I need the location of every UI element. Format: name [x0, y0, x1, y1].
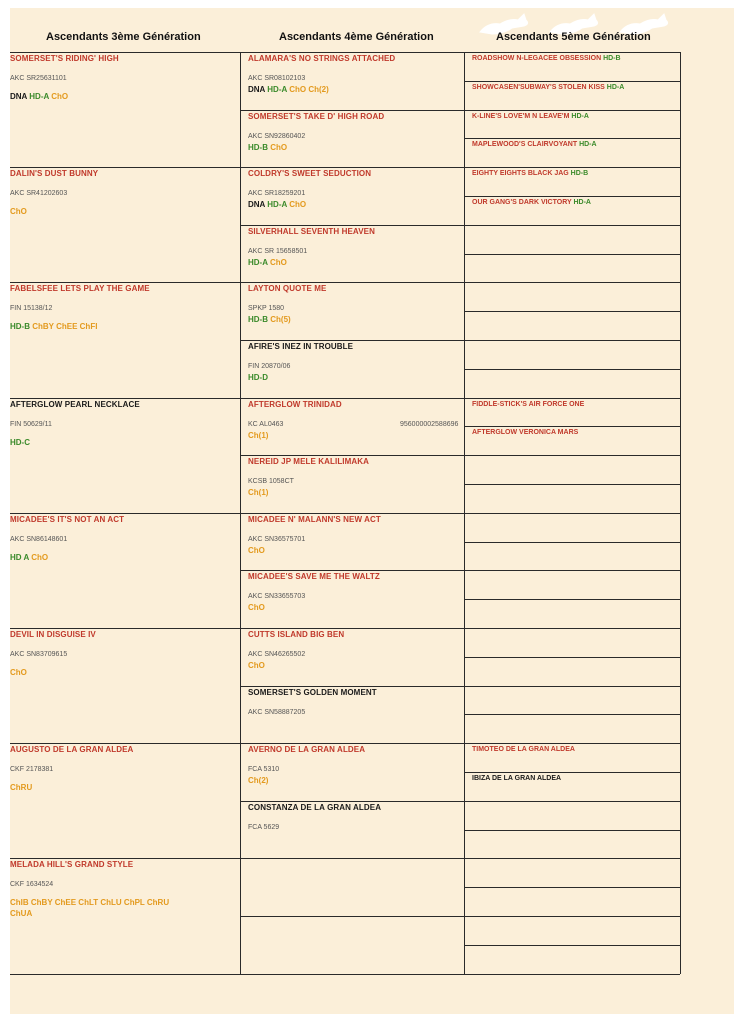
gen5-name-text: K-LINE'S LOVE'M N LEAVE'M	[472, 112, 570, 120]
gen4-name: LAYTON QUOTE ME	[248, 284, 327, 294]
hip-score: HD-A	[29, 92, 49, 101]
hip-score: HD-B	[248, 142, 268, 152]
gen5-name-text: MAPLEWOOD'S CLAIRVOYANT	[472, 141, 578, 149]
gen5-name-text: SHOWCASEN'SUBWAY'S STOLEN KISS	[472, 83, 605, 91]
grid-row-line	[240, 801, 680, 802]
gen4-name: AFTERGLOW TRINIDAD	[248, 399, 342, 409]
hip-score: HD-C	[10, 437, 30, 447]
titles: ChO Ch(2)	[289, 85, 329, 94]
gen4-registration: FCA 5310	[248, 766, 280, 774]
gen4-health-titles	[248, 776, 268, 786]
gen4-name: ALAMARA'S NO STRINGS ATTACHED	[248, 54, 396, 63]
header-gen3: Ascendants 3ème Génération	[46, 31, 201, 43]
titles: ChO	[31, 552, 49, 562]
gen5-name-text: FIDDLE-STICK'S AIR FORCE ONE	[472, 400, 585, 408]
gen3-name: AFTERGLOW PEARL NECKLACE	[10, 399, 140, 409]
grid-row-line	[464, 484, 680, 485]
gen3-registration: FIN 50629/11	[10, 420, 52, 428]
hip-score: HD-A	[248, 257, 268, 267]
dna-tag: DNA	[10, 92, 30, 101]
grid-row-line	[10, 858, 680, 859]
gen3-registration: AKC SN86148601	[10, 535, 68, 543]
gen3-health-titles	[10, 438, 30, 448]
grid-row-line	[464, 426, 680, 427]
titles: ChO	[248, 661, 265, 670]
grid-row-line	[240, 225, 680, 226]
grid-row-line	[240, 340, 680, 341]
gen4-registration: FCA 5629	[248, 823, 280, 831]
grid-row-line	[464, 945, 680, 946]
titles: ChIB ChBY ChEE ChLT ChLU ChPL ChRU	[10, 898, 170, 908]
gen3-name: MICADEE'S IT'S NOT AN ACT	[10, 514, 125, 524]
titles: ChBY ChEE ChFI	[32, 322, 98, 332]
hip-score: HD-B	[568, 170, 589, 178]
grid-row-line	[464, 196, 680, 197]
gen4-health-titles	[248, 258, 287, 268]
gen3-health-titles	[10, 553, 48, 563]
grid-row-line	[464, 830, 680, 831]
grid-row-line	[10, 52, 680, 53]
gen4-name: AFIRE'S INEZ IN TROUBLE	[248, 342, 354, 351]
gen3-name: DEVIL IN DISGUISE IV	[10, 630, 96, 639]
titles: ChO	[269, 257, 287, 267]
gen4-health-titles	[248, 143, 287, 153]
grid-row-line	[240, 570, 680, 571]
gen3-health-titles	[10, 783, 32, 793]
grid-row-line	[464, 887, 680, 888]
grid-row-line	[464, 369, 680, 370]
grid-row-line	[10, 628, 680, 629]
gen5-name	[472, 400, 584, 410]
gen4-name: MICADEE N' MALANN'S NEW ACT	[248, 514, 381, 524]
titles: Ch(5)	[270, 315, 291, 325]
hip-score: HD-A	[569, 112, 589, 120]
gen4-registration: AKC SN36575701	[248, 535, 306, 543]
gen5-name	[472, 169, 588, 179]
grid-row-line	[10, 282, 680, 283]
gen5-name	[472, 140, 597, 150]
gen4-name: SOMERSET'S GOLDEN MOMENT	[248, 687, 377, 697]
hip-score: HD-B	[248, 315, 268, 325]
gen4-health-titles	[248, 488, 268, 498]
titles: ChO	[270, 142, 288, 152]
gen3-registration: FIN 15138/12	[10, 305, 53, 313]
gen3-health-titles	[10, 92, 68, 102]
gen4-name: SOMERSET'S TAKE D' HIGH ROAD	[248, 111, 385, 121]
titles: ChO	[248, 603, 265, 613]
gen3-registration: CKF 1634524	[10, 881, 54, 889]
titles: Ch(1)	[248, 430, 269, 440]
gen5-name-text: ROADSHOW N-LEGACEE OBSESSION	[472, 55, 602, 62]
hip-score: HD-D	[248, 373, 268, 382]
gen3-health-titles	[10, 207, 27, 217]
dna-tag: DNA	[248, 85, 268, 94]
gen5-name	[472, 83, 624, 93]
hip-score: HD-A	[604, 83, 625, 91]
grid-row-line	[464, 254, 680, 255]
gen4-name: NEREID JP MELE KALILIMAKA	[248, 457, 370, 467]
grid-col-line	[680, 52, 681, 974]
gen4-name: CUTTS ISLAND BIG BEN	[248, 630, 345, 639]
gen3-titles-cont: ChUA	[10, 909, 33, 919]
titles: ChO	[289, 200, 307, 210]
hip-score: HD A	[10, 552, 29, 562]
gen4-health-titles	[248, 431, 268, 441]
gen5-name	[472, 428, 578, 438]
gen4-name: MICADEE'S SAVE ME THE WALTZ	[248, 572, 380, 582]
titles: ChO	[10, 668, 27, 677]
gen4-health-titles	[248, 661, 265, 671]
gen5-name-text: OUR GANG'S DARK VICTORY	[472, 199, 572, 206]
titles: ChO	[248, 545, 265, 555]
gen4-name: CONSTANZA DE LA GRAN ALDEA	[248, 802, 382, 812]
gen3-health-titles	[10, 668, 27, 678]
titles: ChO	[51, 92, 69, 101]
grid-row-line	[464, 138, 680, 139]
hip-score: HD-A	[571, 199, 591, 206]
gen4-registration: AKC SN33655703	[248, 593, 306, 601]
gen3-registration: AKC SR25631101	[10, 75, 67, 82]
gen5-name-text: IBIZA DE LA GRAN ALDEA	[472, 775, 562, 782]
titles: ChO	[10, 207, 27, 217]
grid-row-line	[464, 599, 680, 600]
header-gen4: Ascendants 4ème Génération	[279, 31, 434, 43]
gen3-name: FABELSFEE LETS PLAY THE GAME	[10, 284, 150, 294]
header-gen5: Ascendants 5ème Génération	[496, 31, 651, 43]
gen5-name	[472, 112, 589, 122]
grid-row-line	[240, 916, 680, 917]
hip-score: HD-A	[267, 85, 287, 94]
gen4-registration: AKC SN46265502	[248, 651, 306, 658]
gen5-name	[472, 745, 575, 755]
gen4-registration: KCSB 1058CT	[248, 478, 294, 486]
gen4-registration: AKC SR18259201	[248, 190, 306, 198]
gen4-health-titles	[248, 200, 306, 210]
gen4-health-titles	[248, 85, 329, 95]
grid-row-line	[464, 657, 680, 658]
grid-row-line	[10, 398, 680, 399]
gen3-registration: CKF 2178381	[10, 766, 54, 774]
gen5-name-text: EIGHTY EIGHTS BLACK JAG	[472, 170, 569, 178]
titles: ChRU	[10, 783, 33, 793]
gen3-name: MELADA HILL'S GRAND STYLE	[10, 860, 134, 870]
grid-row-line	[464, 542, 680, 543]
gen4-health-titles	[248, 315, 291, 325]
grid-row-line	[464, 311, 680, 312]
grid-row-line	[464, 714, 680, 715]
gen4-registration: KC AL0463	[248, 420, 284, 428]
grid-row-line	[10, 974, 680, 975]
titles: Ch(2)	[248, 776, 269, 786]
hip-score: HD-B	[10, 322, 30, 332]
grid-row-line	[464, 772, 680, 773]
gen4-health-titles	[248, 546, 265, 556]
gen3-registration: AKC SN83709615	[10, 651, 68, 658]
gen3-health-titles	[10, 898, 169, 908]
hip-score: HD-A	[267, 200, 287, 210]
hip-score: HD-A	[577, 141, 597, 149]
gen3-health-titles	[10, 322, 97, 332]
titles: Ch(1)	[248, 488, 269, 498]
gen4-health-titles	[248, 373, 268, 383]
gen4-name: COLDRY'S SWEET SEDUCTION	[248, 169, 372, 179]
gen4-name: SILVERHALL SEVENTH HEAVEN	[248, 226, 375, 236]
gen3-name: DALIN'S DUST BUNNY	[10, 169, 99, 179]
gen5-name	[472, 198, 591, 208]
grid-row-line	[240, 686, 680, 687]
gen5-name	[472, 774, 561, 784]
gen3-name: AUGUSTO DE LA GRAN ALDEA	[10, 745, 134, 755]
grid-row-line	[10, 167, 680, 168]
grid-col-line	[464, 52, 465, 974]
gen4-registration: AKC SN92860402	[248, 132, 306, 140]
grid-row-line	[240, 455, 680, 456]
gen4-registration: AKC SN58887205	[248, 708, 306, 716]
grid-row-line	[10, 743, 680, 744]
gen3-registration: AKC SR41202603	[10, 190, 68, 198]
gen3-name: SOMERSET'S RIDING' HIGH	[10, 54, 119, 63]
gen4-registration: FIN 20870/06	[248, 363, 291, 370]
grid-row-line	[464, 81, 680, 82]
gen4-microchip: 956000002588696	[400, 420, 459, 428]
dna-tag: DNA	[248, 200, 268, 210]
gen4-name: AVERNO DE LA GRAN ALDEA	[248, 745, 366, 755]
grid-col-line	[240, 52, 241, 974]
gen5-name-text: TIMOTEO DE LA GRAN ALDEA	[472, 746, 575, 754]
gen4-health-titles	[248, 603, 265, 613]
grid-row-line	[10, 513, 680, 514]
hip-score: HD-B	[601, 55, 621, 62]
gen4-registration: AKC SR 15658501	[248, 247, 308, 255]
gen5-name	[472, 54, 621, 64]
gen4-registration: AKC SR08102103	[248, 75, 306, 82]
gen4-registration: SPKP 1580	[248, 305, 285, 313]
grid-row-line	[240, 110, 680, 111]
gen5-name-text: AFTERGLOW VERONICA MARS	[472, 429, 579, 437]
